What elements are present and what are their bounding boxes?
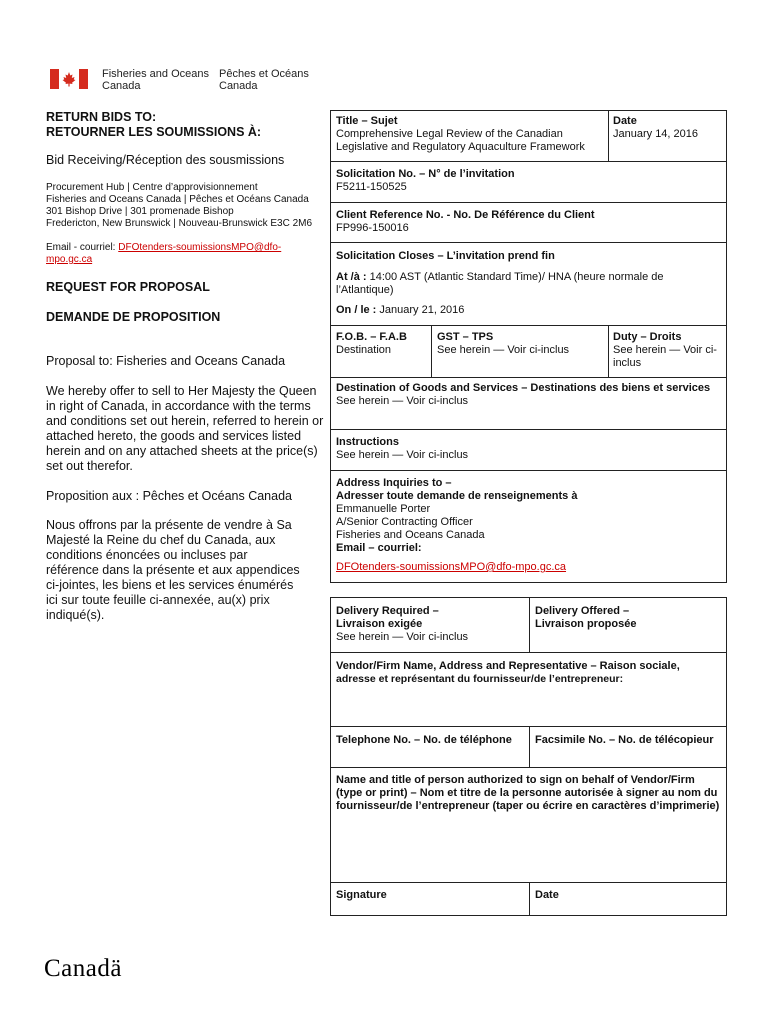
- email-link-continued[interactable]: mpo.gc.ca: [46, 254, 93, 265]
- on-label: On / le :: [336, 304, 377, 316]
- vendor-label-en: Vendor/Firm Name, Address and Representative – Raison sociale,: [336, 660, 680, 672]
- facsimile-field[interactable]: Facsimile No. – No. de télécopieur: [535, 734, 714, 746]
- gst-field: [437, 331, 605, 357]
- offer-text-en: We hereby offer to sell to Her Majesty the Queen in right of Canada, in accordance with the terms and conditions set out herein, referred to herein or attached hereto, the goods and services listed herein and on any attached sheets at the price(s) set out therefor.: [46, 384, 324, 473]
- address-line: Procurement Hub | Centre d’approvisionnement: [46, 182, 258, 193]
- delivery-required-label-en: Delivery Required –: [336, 605, 439, 617]
- canada-flag-icon: [50, 69, 88, 89]
- address-line: 301 Bishop Drive | 301 promenade Bishop: [46, 206, 234, 217]
- rfp-title-en: REQUEST FOR PROPOSAL: [46, 280, 210, 294]
- rfp-title-fr: DEMANDE DE PROPOSITION: [46, 310, 221, 324]
- instructions-label: Instructions: [336, 436, 399, 448]
- instructions-field: [336, 436, 721, 462]
- contact-email-link[interactable]: DFOtenders-soumissionsMPO@dfo-mpo.gc.ca: [336, 561, 567, 573]
- delivery-offered-label-en: Delivery Offered –: [535, 605, 630, 617]
- dept-fr-line1: Pêches et Océans: [219, 68, 309, 80]
- return-bids-fr: RETOURNER LES SOUMISSIONS À:: [46, 125, 262, 139]
- dept-name-french: [219, 68, 309, 92]
- client-reference-value: FP996-150016: [336, 222, 409, 234]
- delivery-offered-label-fr: Livraison proposée: [535, 618, 637, 630]
- title-value: Comprehensive Legal Review of the Canadian Legislative and Regulatory Aquaculture Framework: [336, 128, 585, 153]
- proposal-to: Proposal to: Fisheries and Oceans Canada: [46, 354, 286, 368]
- duty-value: See herein — Voir ci-inclus: [613, 344, 717, 369]
- authorized-person-field[interactable]: Name and title of person authorized to sign on behalf of Vendor/Firm (type or print) – Nom et titre de la personne autorisée à signer au nom du fournisseur/de l’entrepreneur (taper ou écrire en caractères d’imprimerie): [336, 774, 720, 812]
- delivery-offered-field[interactable]: [535, 605, 723, 631]
- contact-email-label: Email – courriel:: [336, 542, 422, 554]
- on-value: January 21, 2016: [376, 304, 465, 316]
- address-line: Fisheries and Oceans Canada | Pêches et Océans Canada: [46, 194, 309, 205]
- vendor-label-fr: adresse et représentant du fournisseur/de l’entrepreneur:: [336, 673, 624, 685]
- proposition-aux: Proposition aux : Pêches et Océans Canada: [46, 489, 292, 503]
- canada-wordmark: Canadä: [44, 955, 122, 982]
- email-block: [46, 242, 324, 266]
- contact-organization: Fisheries and Oceans Canada: [336, 529, 485, 541]
- title-label: Title – Sujet: [336, 115, 398, 127]
- gst-value: See herein — Voir ci-inclus: [437, 344, 570, 356]
- date-label: Date: [613, 115, 637, 127]
- fob-label: F.O.B. – F.A.B: [336, 331, 407, 343]
- delivery-required-label-fr: Livraison exigée: [336, 618, 423, 630]
- contact-name: Emmanuelle Porter: [336, 503, 431, 515]
- fob-value: Destination: [336, 344, 392, 356]
- dept-fr-line2: Canada: [219, 80, 258, 92]
- date-value: January 14, 2016: [613, 128, 699, 140]
- procurement-address: [46, 182, 336, 230]
- closes-label: Solicitation Closes – L’invitation prend fin: [336, 250, 555, 262]
- title-field: [336, 115, 604, 154]
- delivery-required-field: [336, 605, 526, 644]
- contact-title: A/Senior Contracting Officer: [336, 516, 473, 528]
- solicitation-field: [336, 168, 721, 194]
- inquiries-label-fr: Adresser toute demande de renseignements à: [336, 490, 578, 502]
- signature-date-field[interactable]: Date: [535, 889, 559, 901]
- bid-receiving: Bid Receiving/Réception des sousmissions: [46, 153, 285, 167]
- at-label: At /à :: [336, 271, 367, 283]
- gst-label: GST – TPS: [437, 331, 494, 343]
- delivery-required-value: See herein — Voir ci-inclus: [336, 631, 469, 643]
- date-field: [613, 115, 725, 141]
- solicitation-value: F5211-150525: [336, 181, 407, 193]
- dept-en-line2: Canada: [102, 80, 141, 92]
- email-label: Email - courriel:: [46, 242, 119, 253]
- at-value: 14:00 AST (Atlantic Standard Time)/ HNA (heure normale de l’Atlantique): [336, 271, 664, 296]
- solicitation-label: Solicitation No. – N° de l’invitation: [336, 168, 515, 180]
- solicitation-closes-field: [336, 250, 721, 317]
- signature-field[interactable]: Signature: [336, 889, 387, 901]
- vendor-name-field[interactable]: [336, 660, 724, 686]
- client-reference-field: [336, 209, 721, 235]
- closes-time: [336, 271, 721, 297]
- address-line: Fredericton, New Brunswick | Nouveau-Brunswick E3C 2M6: [46, 218, 313, 229]
- dept-en-line1: Fisheries and Oceans: [102, 68, 209, 80]
- fob-field: [336, 331, 428, 357]
- dept-name-english: [102, 68, 209, 92]
- destination-field: [336, 382, 721, 408]
- destination-value: See herein — Voir ci-inclus: [336, 395, 469, 407]
- offer-text-fr: Nous offrons par la présente de vendre à Sa Majesté la Reine du chef du Canada, aux conditions énoncées ou incluses par référence dans la présente et aux appendices ci-jointes, les biens et les services énumérés ici sur toute feuille ci-annexée, au(x) prix indiqué(s).: [46, 518, 300, 622]
- client-reference-label: Client Reference No. - No. De Référence du Client: [336, 209, 595, 221]
- closes-date: [336, 304, 721, 317]
- email-link[interactable]: DFOtenders-soumissionsMPO@dfo-: [118, 242, 282, 253]
- duty-label: Duty – Droits: [613, 331, 682, 343]
- address-inquiries-field: [336, 477, 721, 574]
- duty-field: [613, 331, 723, 370]
- return-bids-en: RETURN BIDS TO:: [46, 110, 157, 124]
- instructions-value: See herein — Voir ci-inclus: [336, 449, 469, 461]
- telephone-field[interactable]: Telephone No. – No. de téléphone: [336, 734, 512, 746]
- inquiries-label-en: Address Inquiries to –: [336, 477, 452, 489]
- return-bids-heading: [46, 110, 324, 140]
- destination-label: Destination of Goods and Services – Destinations des biens et services: [336, 382, 711, 394]
